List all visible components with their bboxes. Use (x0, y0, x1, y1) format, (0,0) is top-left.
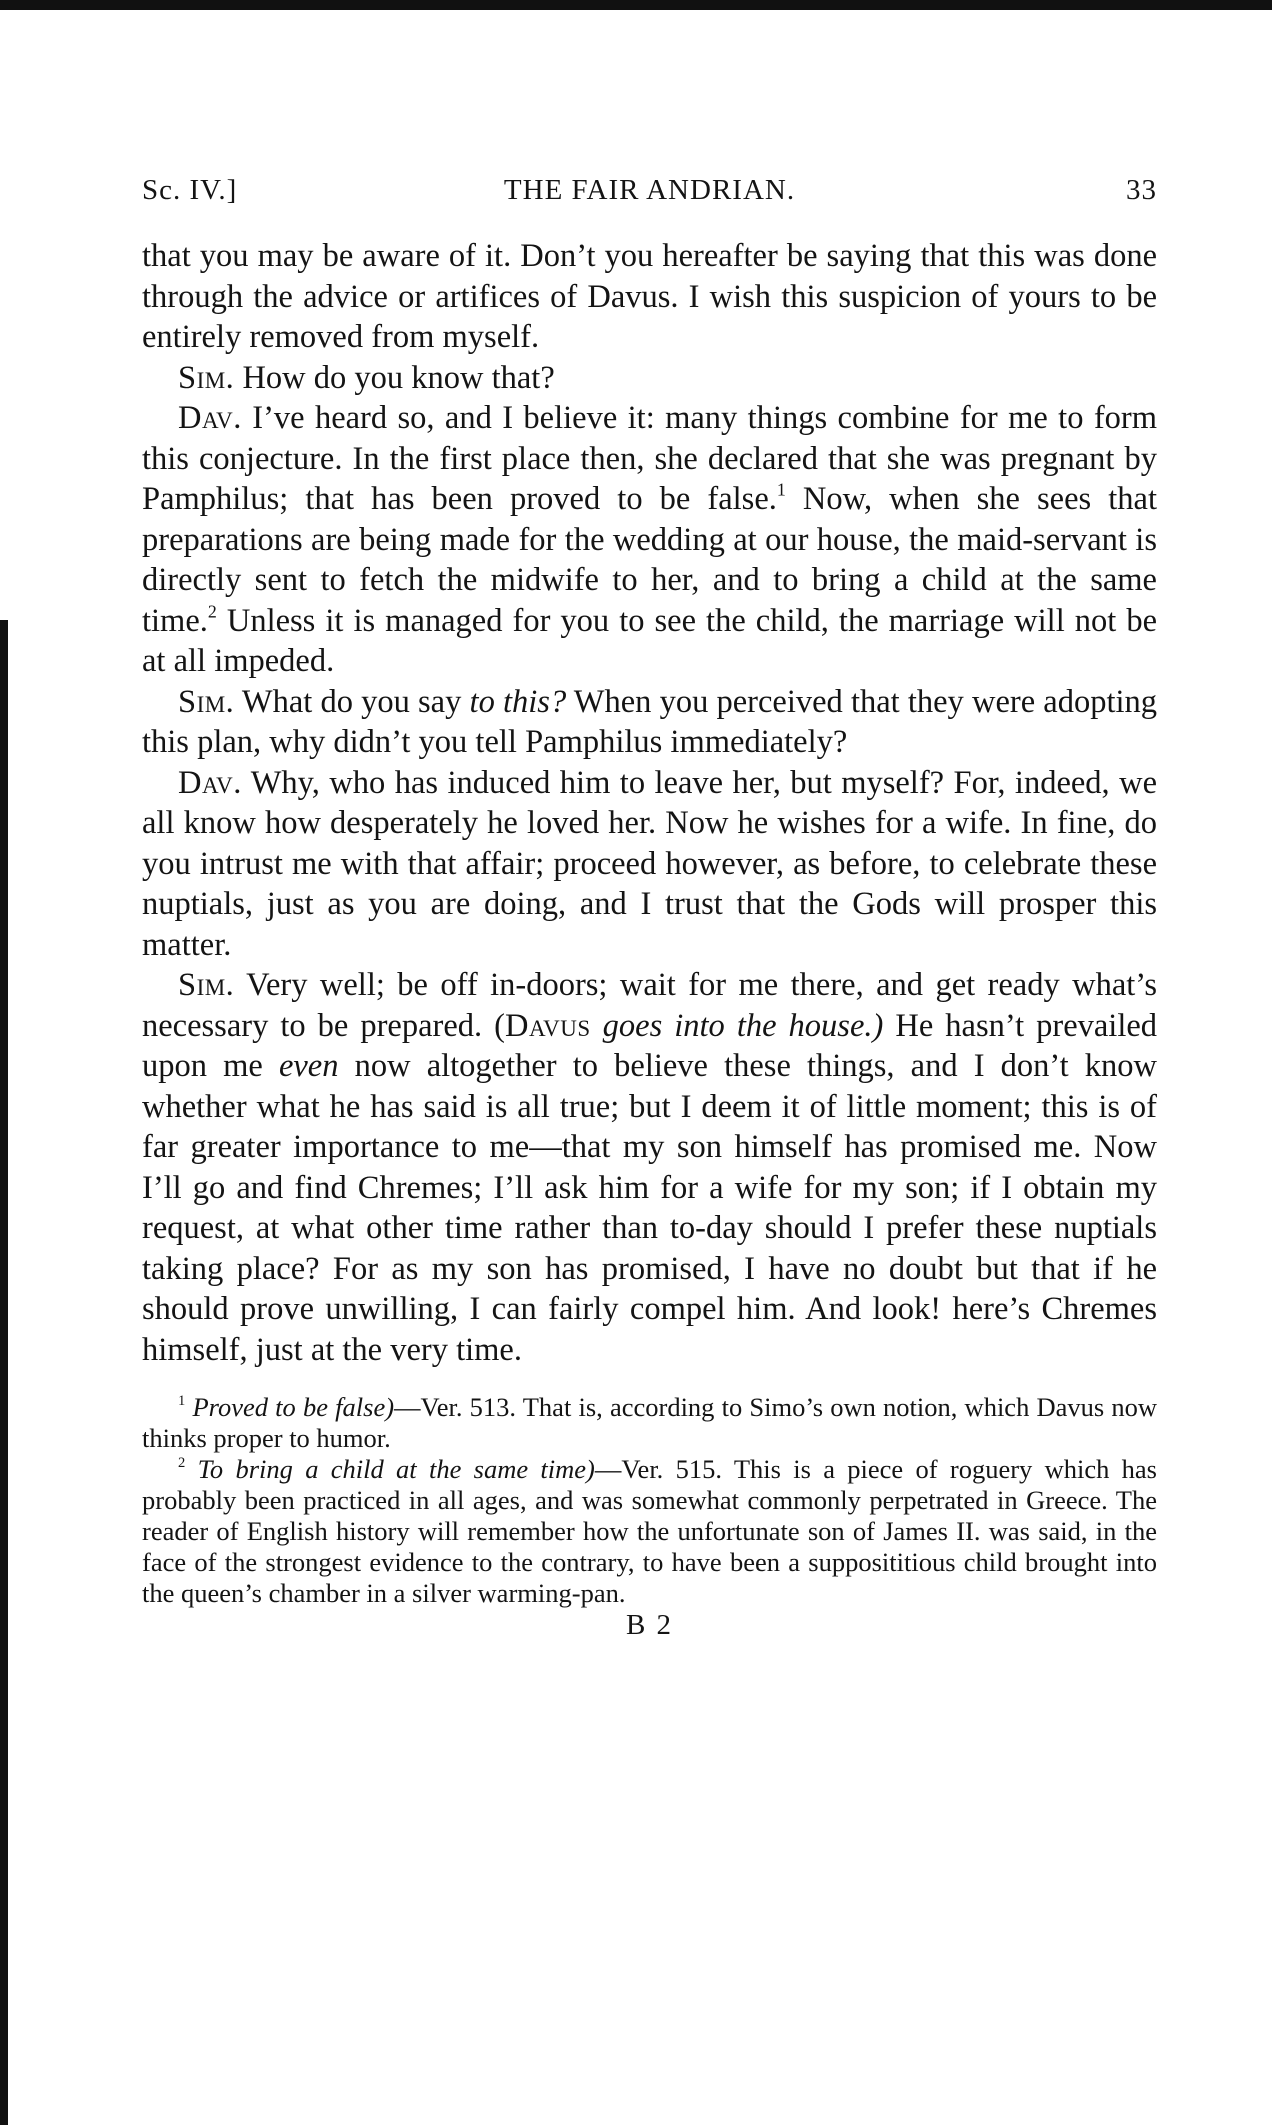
footnote-mark: 2 (178, 1455, 186, 1472)
footnote-mark: 1 (178, 1393, 186, 1410)
speaker-label: Sim. (178, 359, 235, 396)
speaker-label: Dav. (178, 764, 242, 801)
book-page (142, 170, 1157, 1642)
speech-simo-1 (142, 358, 1157, 399)
footnote-ref-2[interactable]: 2 (207, 601, 217, 622)
stage-text: goes into the house.) (602, 1007, 884, 1044)
page-number: 33 (1126, 174, 1157, 206)
speaker-label: Sim. (178, 967, 235, 1003)
footnote-1 (142, 1392, 1157, 1454)
signature-mark: B 2 (625, 1609, 674, 1641)
section-marker: Sc. IV.] (142, 174, 238, 206)
speech-simo-3 (142, 965, 1157, 1370)
paragraph-continuation: that you may be aware of it. Don’t you hereafter be saying that this was done through the advice or artifices of Davus. I wish this suspicion of yours to be entirely removed from myself. (142, 238, 1157, 355)
speech-text: How do you know that? (242, 359, 555, 396)
speech-simo-2 (142, 682, 1157, 763)
footnote-2 (142, 1454, 1157, 1609)
speech-davus-1 (142, 398, 1157, 682)
speech-text: Very well; be off in-doors; wait for me there, and get ready what’s necessary to be prepared. (142, 967, 1157, 1044)
footnote-lemma: Proved to be false) (192, 1392, 395, 1422)
speech-text: Now, when she sees that preparations are being made for the wedding at our house, the maid-servant is directly sent to fetch the midwife to her, and to bring a child at the same time. (142, 481, 1157, 639)
speech-text: now altogether to believe these things, and I don’t know whether what he has said is all true; but I deem it of little moment; this is of far greater importance to me—that my son himself has promised me. Now I’ll go and find Chremes; I’ll ask him for a wife for my son; if I obtain my request, at what other time rather than to-day should I prefer these nuptials taking place? For as my son has promised, I have no doubt but that if he should prove unwilling, I can fairly compel him. And look! here’s Chremes himself, just at the very time. (142, 1048, 1158, 1368)
speech-text: Why, who has induced him to leave her, but myself? For, indeed, we all know how desperately he loved her. Now he wishes for a wife. In fine, do you intrust me with that affair; proceed however, as before, to celebrate these nuptials, just as you are doing, and I trust that the Gods will prosper this matter. (142, 764, 1158, 963)
main-text (142, 236, 1157, 1370)
footnotes (142, 1392, 1157, 1609)
scan-top-edge (0, 0, 1272, 10)
speaker-label: Dav. (178, 400, 242, 436)
italic-phrase: to this? (469, 683, 567, 720)
speaker-label: Sim. (178, 683, 235, 720)
stage-direction (494, 1008, 883, 1044)
stage-paren: ( (494, 1007, 505, 1044)
footnote-text: —Ver. 513. That is, according to Simo’s own notion, which Davus now thinks proper to humor. (142, 1392, 1158, 1453)
footnote-text: —Ver. 515. This is a piece of roguery which has probably been practiced in all ages, and was somewhat commonly perpetrated in Greece. The reader of English history will remember how the unfortunate son of James II. was said, in the face of the strongest evidence to the contrary, to have been a supposititious child brought into the queen’s chamber in a silver warming-pan. (142, 1454, 1157, 1608)
footnote-ref-1[interactable]: 1 (776, 479, 786, 500)
speech-text: He hasn’t prevailed upon me (142, 1007, 1158, 1084)
speech-text: I’ve heard so, and I believe it: many things combine for me to form this conjecture. In the first place then, she declared that she was pregnant by Pamphilus; that has been proved to be false. (142, 400, 1158, 517)
book-title: THE FAIR ANDRIAN. (503, 174, 796, 206)
running-head (142, 170, 1157, 210)
speech-davus-2 (142, 763, 1157, 966)
speech-text: What do you say (241, 683, 462, 720)
stage-character: Davus (504, 1007, 591, 1044)
footnote-lemma: To bring a child at the same time) (197, 1454, 595, 1484)
italic-word: even (278, 1048, 339, 1084)
speech-text: Unless it is managed for you to see the child, the marriage will not be at all impeded. (142, 602, 1157, 679)
speech-text: When you perceived that they were adopting this plan, why didn’t you tell Pamphilus immediately? (142, 683, 1158, 760)
scan-left-edge (0, 620, 8, 2125)
